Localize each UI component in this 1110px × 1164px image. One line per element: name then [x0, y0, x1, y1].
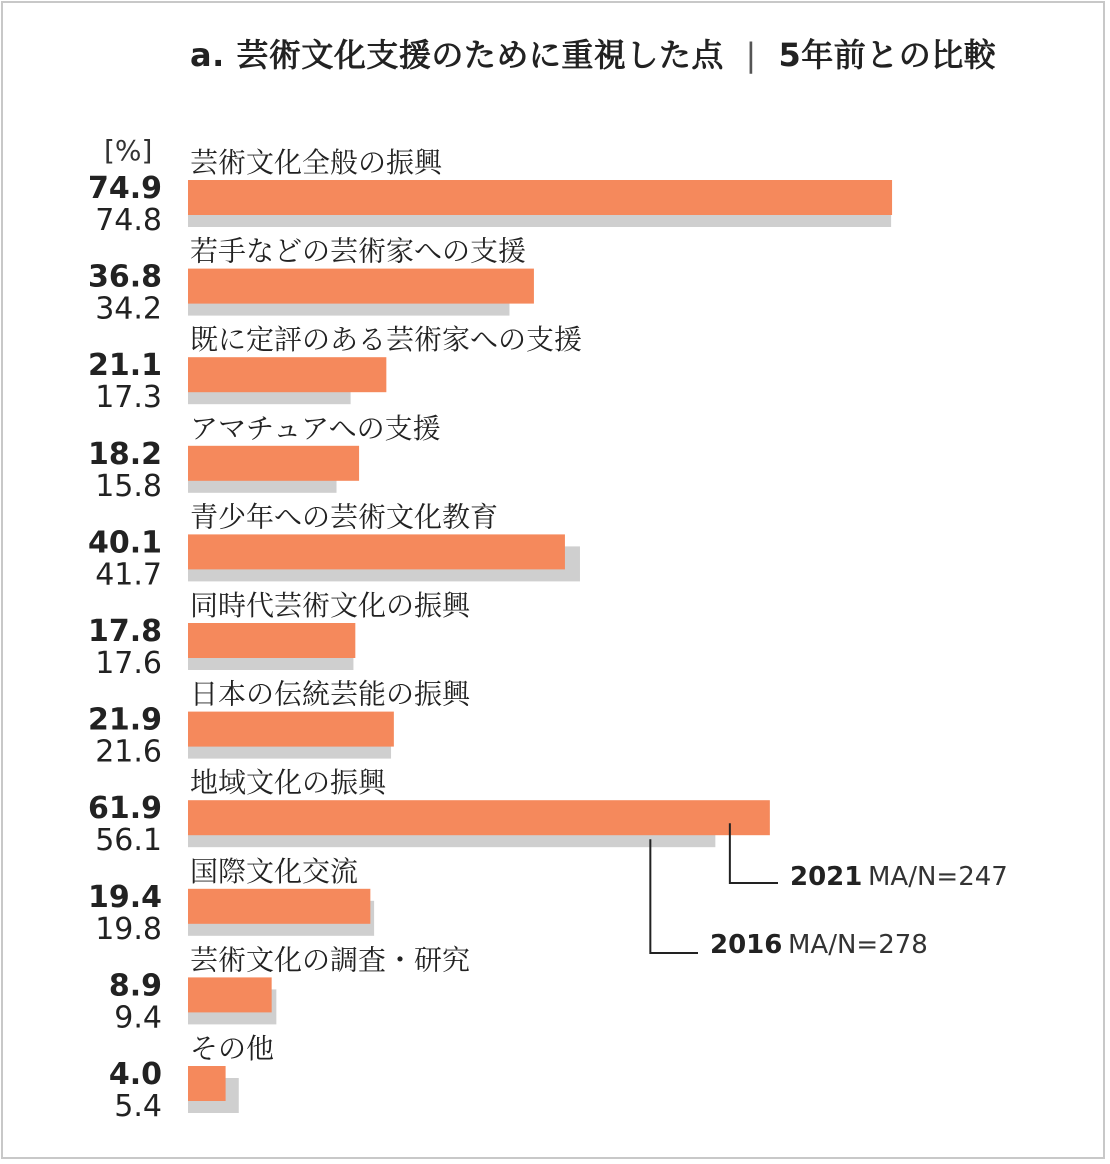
legend-note-2016: MA/N=278 — [788, 930, 928, 960]
bar-2021 — [188, 977, 272, 1012]
value-label-2016: 34.2 — [95, 291, 162, 327]
value-label-2021: 4.0 — [108, 1057, 162, 1092]
value-label-2016: 17.6 — [95, 646, 162, 681]
bar-2021 — [188, 800, 770, 835]
value-label-2021: 21.9 — [87, 702, 162, 738]
value-label-2016: 21.6 — [95, 734, 162, 770]
legend-note-2021: MA/N=247 — [868, 862, 1008, 892]
legend-leader-2016 — [650, 839, 698, 953]
value-label-2021: 40.1 — [87, 525, 162, 561]
bar-2021 — [188, 534, 565, 569]
bar-2021 — [188, 269, 534, 304]
value-label-2021: 74.9 — [87, 171, 162, 206]
title-prefix: a. — [190, 36, 225, 74]
bar-2021 — [188, 889, 370, 924]
category-label: 芸術文化の調査・研究 — [190, 943, 471, 977]
value-label-2016: 17.3 — [95, 380, 162, 416]
category-label: アマチュアへの支援 — [190, 411, 441, 445]
value-label-2016: 74.8 — [95, 203, 162, 238]
legend-year-2021: 2021 — [790, 862, 863, 892]
value-label-2021: 36.8 — [87, 259, 162, 295]
bar-2021 — [188, 623, 355, 658]
legend-year-2016: 2016 — [710, 930, 783, 960]
category-label: 地域文化の振興 — [190, 766, 387, 800]
title-sub: 5年前との比較 — [778, 36, 997, 74]
category-label: 既に定評のある芸術家への支援 — [190, 323, 583, 357]
value-label-2016: 41.7 — [95, 557, 162, 593]
value-label-2021: 61.9 — [87, 791, 162, 827]
unit-label: [%] — [104, 134, 153, 167]
bar-2021 — [188, 357, 386, 392]
category-label: 青少年への芸術文化教育 — [190, 500, 499, 534]
value-label-2016: 15.8 — [95, 468, 162, 504]
value-label-2021: 18.2 — [87, 436, 162, 472]
value-label-2021: 17.8 — [87, 614, 162, 649]
value-label-2016: 56.1 — [95, 823, 162, 859]
value-label-2016: 9.4 — [114, 1000, 162, 1036]
bar-2021 — [188, 180, 892, 215]
value-label-2016: 19.8 — [95, 911, 162, 947]
category-label: 国際文化交流 — [190, 854, 359, 888]
category-label: 日本の伝統芸能の振興 — [190, 677, 471, 711]
category-label: 芸術文化全般の振興 — [190, 146, 443, 179]
value-label-2016: 5.4 — [114, 1089, 162, 1124]
category-label: 若手などの芸術家への支援 — [190, 234, 527, 268]
value-label-2021: 21.1 — [87, 348, 162, 384]
title-main: 芸術文化支援のために重視した点 — [236, 36, 724, 74]
category-label: その他 — [190, 1032, 275, 1065]
value-label-2021: 8.9 — [108, 968, 162, 1004]
bar-2021 — [188, 1066, 226, 1101]
value-label-2021: 19.4 — [87, 879, 162, 915]
category-label: 同時代芸術文化の振興 — [190, 589, 471, 622]
bar-2021 — [188, 446, 359, 481]
bar-2021 — [188, 712, 394, 747]
title-separator: | — [745, 36, 757, 74]
